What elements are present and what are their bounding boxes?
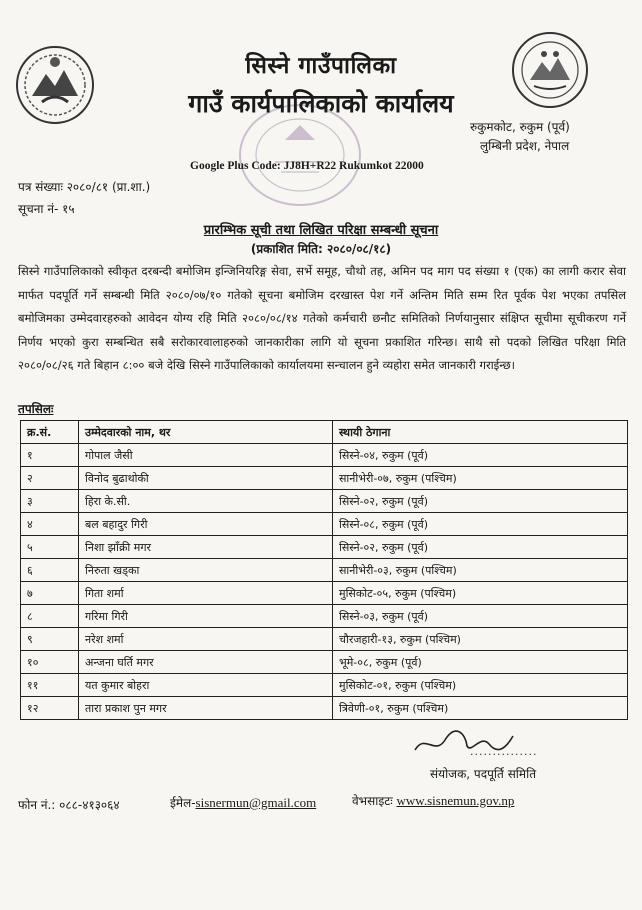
address-cell: भूमे-०८, रुकुम (पूर्व) xyxy=(333,651,628,674)
column-header: उम्मेदवारको नाम, थर xyxy=(79,421,333,444)
address-line-2: लुम्बिनी प्रदेश, नेपाल xyxy=(480,139,570,153)
signer-title: संयोजक, पदपूर्ति समिति xyxy=(430,767,537,781)
table-caption: तपसिलः xyxy=(18,402,54,416)
address-cell: सिस्ने-०२, रुकुम (पूर्व) xyxy=(333,536,628,559)
serial-cell: ५ xyxy=(21,536,79,559)
office-name: गाउँ कार्यपालिकाको कार्यालय xyxy=(188,89,454,118)
serial-cell: १ xyxy=(21,444,79,467)
address-cell: मुसिकोट-०५, रुकुम (पश्चिम) xyxy=(333,582,628,605)
candidate-name-cell: विनोद बुढाथोकी xyxy=(79,467,333,490)
address-cell: सानीभेरी-०३, रुकुम (पश्चिम) xyxy=(333,559,628,582)
column-header: क्र.सं. xyxy=(21,421,79,444)
table-row xyxy=(21,559,628,582)
table-row xyxy=(21,697,628,720)
address-cell: मुसिकोट-०१, रुकुम (पश्चिम) xyxy=(333,674,628,697)
email-label: ईमेल- xyxy=(170,796,196,810)
candidate-name-cell: गोपाल जैसी xyxy=(79,444,333,467)
candidate-name-cell: गरिमा गिरी xyxy=(79,605,333,628)
candidate-name-cell: बल बहादुर गिरी xyxy=(79,513,333,536)
address-cell: सिस्ने-०८, रुकुम (पूर्व) xyxy=(333,513,628,536)
address-cell: सिस्ने-०३, रुकुम (पूर्व) xyxy=(333,605,628,628)
notice-body: सिस्ने गाउँपालिकाको स्वीकृत दरबन्दी बमोजिम इन्जिनियरिङ्ग सेवा, सर्भे समूह, चौथो तह, अमिन पद माग पद संख्या १ (एक) का लागी करार सेवा मार्फत पदपूर्ति गर्ने सम्बन्धी मिति २०८०/०७/१० गतेको सूचना बमोजिम दरखास्त पेश गर्ने अन्तिम मिति सम्म रित पूर्वक पेश भएका तपसिल बमोजिमका उम्मेदवारहरुको आवेदन योग्य रहि मिति २०८०/०८/१४ गतेको कर्मचारी छनौट समितिको निर्णयानुसार संक्षिप्त सूचीमा सूचीकरण गर्ने निर्णय भएको कुरा सम्बन्धित सबै सरोकारवालाहरुको जानकारीका लागि यो सूचना प्रकाशित गरिन्छ। साथै सो पदको लिखित परिक्षा मिति २०८०/०८/२६ गते बिहान ८:०० बजे देखि सिस्ने गाउँपालिकाको कार्यालयमा सन्चालन हुने व्यहोरा समेत जानकारी गराईन्छ। xyxy=(18,264,626,372)
address-cell: त्रिवेणी-०१, रुकुम (पश्चिम) xyxy=(333,697,628,720)
serial-cell: ६ xyxy=(21,559,79,582)
table-row xyxy=(21,467,628,490)
table-row xyxy=(21,513,628,536)
table-header-row xyxy=(21,421,628,444)
serial-cell: १२ xyxy=(21,697,79,720)
table-row xyxy=(21,490,628,513)
candidate-name-cell: हिरा के.सी. xyxy=(79,490,333,513)
address-cell: सानीभेरी-०७, रुकुम (पश्चिम) xyxy=(333,467,628,490)
footer-email xyxy=(170,794,316,811)
serial-cell: १० xyxy=(21,651,79,674)
municipality-name: सिस्ने गाउँपालिका xyxy=(245,53,397,79)
table-row xyxy=(21,628,628,651)
website-link[interactable]: www.sisnemun.gov.np xyxy=(396,793,515,808)
candidate-name-cell: अन्जना घर्ति मगर xyxy=(79,651,333,674)
table-row xyxy=(21,536,628,559)
serial-cell: ४ xyxy=(21,513,79,536)
signature-line: ............... xyxy=(470,745,538,758)
website-label: वेभसाइटः xyxy=(352,794,397,808)
table-row xyxy=(21,444,628,467)
google-plus-code: Google Plus Code: JJ8H+R22 Rukumkot 22000 xyxy=(190,160,424,172)
address-cell: चौरजहारी-१३, रुकुम (पश्चिम) xyxy=(333,628,628,651)
table-row xyxy=(21,605,628,628)
candidate-name-cell: निशा झाँक्री मगर xyxy=(79,536,333,559)
serial-cell: ७ xyxy=(21,582,79,605)
serial-cell: २ xyxy=(21,467,79,490)
serial-cell: ९ xyxy=(21,628,79,651)
notice-heading: प्रारम्भिक सूची तथा लिखित परिक्षा सम्बन्धी सूचना xyxy=(203,223,439,238)
serial-cell: ११ xyxy=(21,674,79,697)
serial-cell: ३ xyxy=(21,490,79,513)
footer-phone: फोन नं.: ०८८-४१३०६४ xyxy=(18,798,120,812)
table-row xyxy=(21,651,628,674)
candidate-name-cell: निरुता खड्का xyxy=(79,559,333,582)
address-cell: सिस्ने-०२, रुकुम (पूर्व) xyxy=(333,490,628,513)
footer-website xyxy=(352,792,514,809)
address-line-1: रुकुमकोट, रुकुम (पूर्व) xyxy=(470,120,570,134)
candidate-name-cell: यत कुमार बोहरा xyxy=(79,674,333,697)
table-row xyxy=(21,582,628,605)
candidate-name-cell: नरेश शर्मा xyxy=(79,628,333,651)
candidate-name-cell: तारा प्रकाश पुन मगर xyxy=(79,697,333,720)
email-link[interactable]: sisnermun@gmail.com xyxy=(195,795,317,810)
notice-number: सूचना नं- १५ xyxy=(18,202,75,216)
serial-cell: ८ xyxy=(21,605,79,628)
candidate-table xyxy=(20,420,628,720)
letter-number: पत्र संख्याः २०८०/८१ (प्रा.शा.) xyxy=(18,180,151,194)
table-row xyxy=(21,674,628,697)
address-cell: सिस्ने-०४, रुकुम (पूर्व) xyxy=(333,444,628,467)
published-date: (प्रकाशित मिति: २०८०/०८/१८) xyxy=(250,242,392,256)
column-header: स्थायी ठेगाना xyxy=(333,421,628,444)
candidate-name-cell: गिता शर्मा xyxy=(79,582,333,605)
